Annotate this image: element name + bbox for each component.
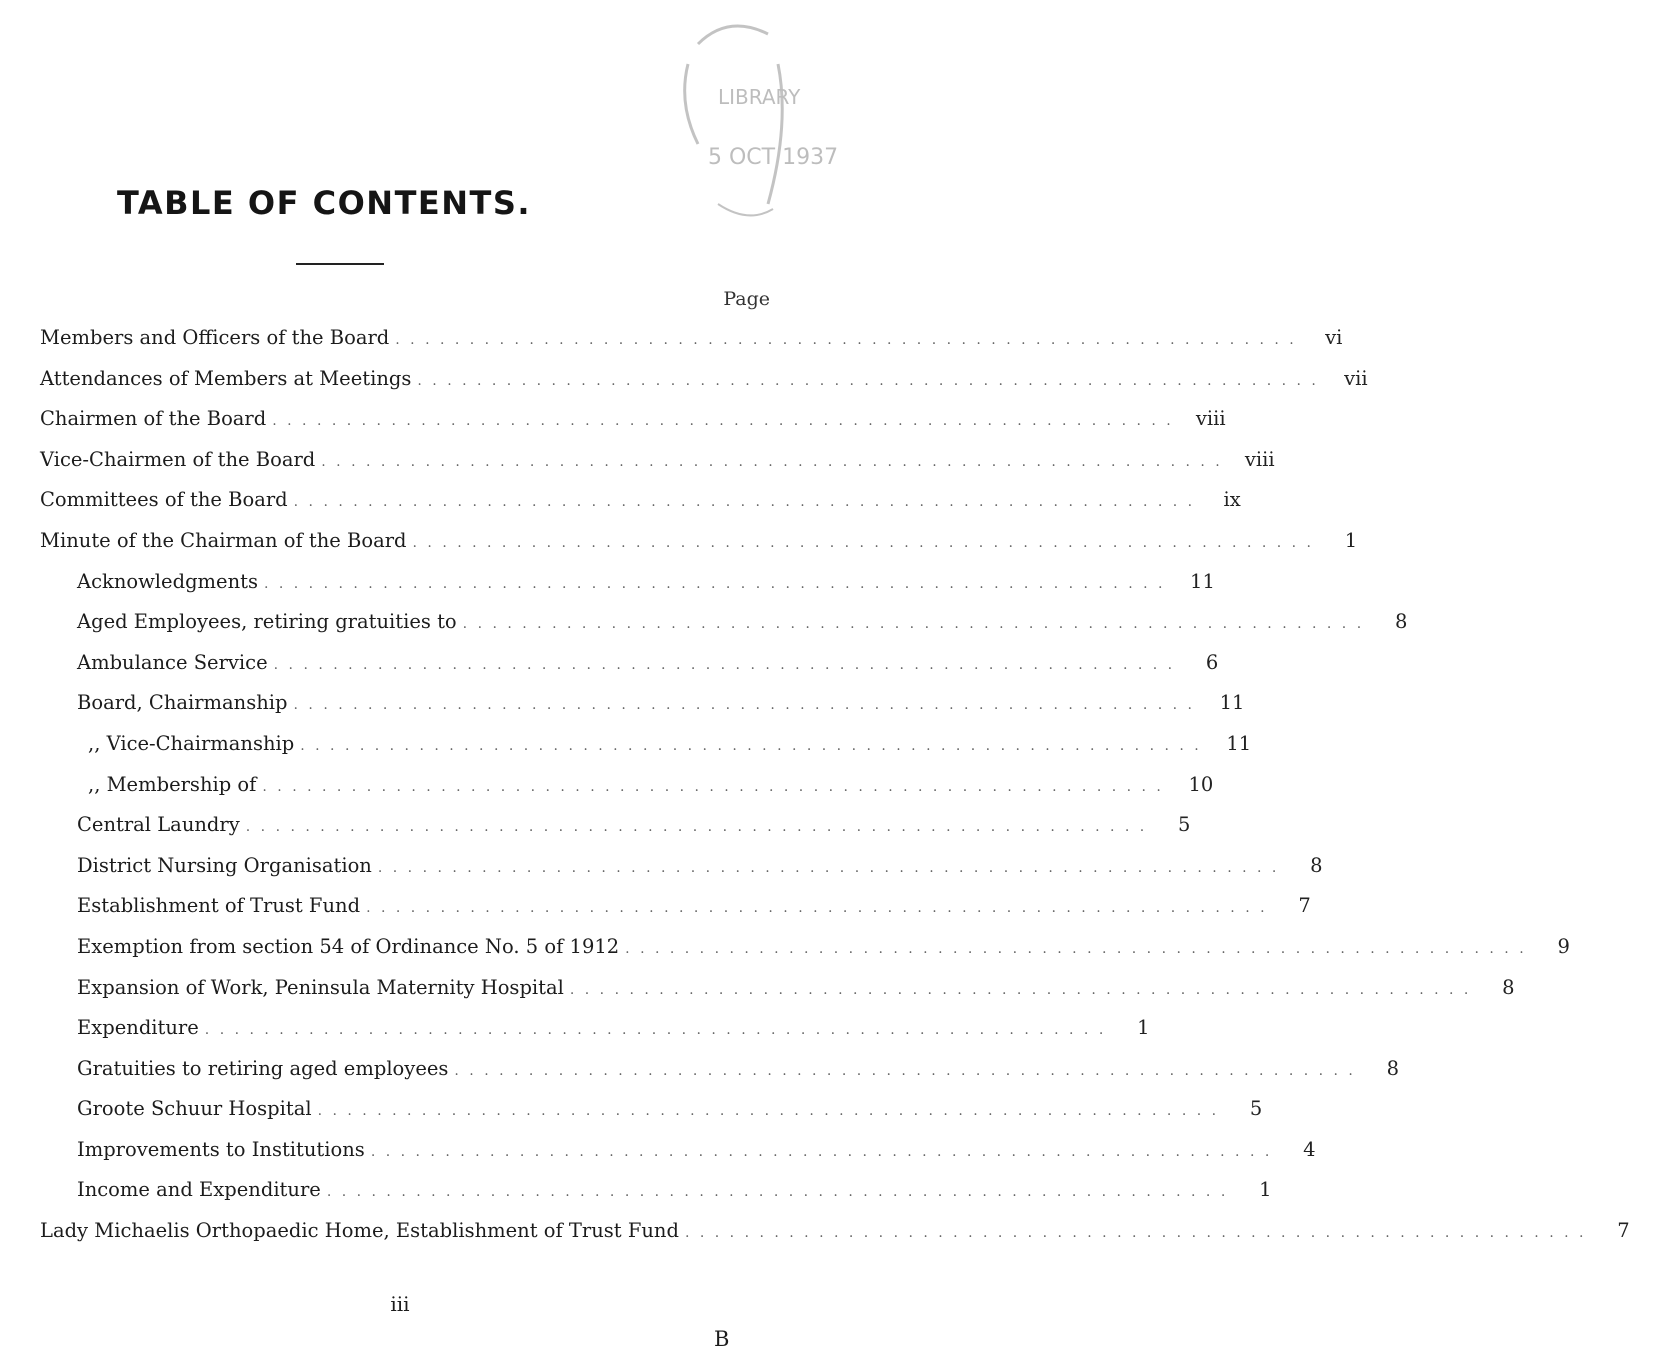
leader-dots: . . . . . . . . . . . . . . . . . . . . . . . . . . . . . . . . . . . . . . . . . . . . . . . . . . . . . . . . . . . . . [366, 900, 1268, 917]
toc-entry [40, 569, 1215, 611]
table-of-contents [40, 326, 1630, 1260]
toc-entry-page: 9 [1557, 934, 1570, 958]
library-stamp [658, 4, 839, 234]
toc-entry-page: 1 [1259, 1178, 1272, 1202]
page-column-header: Page [723, 288, 770, 310]
toc-entry-label: Improvements to Institutions [77, 1137, 365, 1161]
toc-entry-label: Gratuities to retiring aged employees [77, 1056, 449, 1080]
toc-entry-label: Chairmen of the Board [40, 407, 267, 431]
svg-text:LIBRARY: LIBRARY [718, 85, 801, 109]
toc-entry [40, 326, 1343, 367]
toc-entry-page: 10 [1188, 772, 1214, 796]
leader-dots: . . . . . . . . . . . . . . . . . . . . . . . . . . . . . . . . . . . . . . . . . . . . . . . . . . . . . . . . . . . . . [273, 656, 1176, 673]
toc-entry-label: Exemption from section 54 of Ordinance No. 5 of 1912 [77, 934, 620, 958]
toc-entry-page: vi [1325, 326, 1343, 349]
toc-entry [40, 650, 1219, 692]
toc-entry [40, 731, 1252, 773]
toc-entry [40, 1178, 1272, 1219]
leader-dots: . . . . . . . . . . . . . . . . . . . . . . . . . . . . . . . . . . . . . . . . . . . . . . . . . . . . . . . . . . . . . [245, 819, 1148, 836]
leader-dots: . . . . . . . . . . . . . . . . . . . . . . . . . . . . . . . . . . . . . . . . . . . . . . . . . . . . . . . . . . . . . [395, 332, 1297, 348]
leader-dots: . . . . . . . . . . . . . . . . . . . . . . . . . . . . . . . . . . . . . . . . . . . . . . . . . . . . . . . . . . . . . [569, 981, 1472, 998]
toc-entry-label: ,, Vice-Chairmanship [88, 731, 295, 755]
leader-dots: . . . . . . . . . . . . . . . . . . . . . . . . . . . . . . . . . . . . . . . . . . . . . . . . . . . . . . . . . . . . . [684, 1225, 1587, 1242]
toc-entry-label: Board, Chairmanship [77, 691, 288, 715]
leader-dots: . . . . . . . . . . . . . . . . . . . . . . . . . . . . . . . . . . . . . . . . . . . . . . . . . . . . . . . . . . . . . [454, 1062, 1356, 1079]
toc-entry-page: 8 [1386, 1056, 1400, 1080]
toc-entry [40, 853, 1323, 895]
toc-entry [40, 1097, 1263, 1138]
toc-entry-label: Establishment of Trust Fund [77, 894, 361, 918]
leader-dots: . . . . . . . . . . . . . . . . . . . . . . . . . . . . . . . . . . . . . . . . . . . . . . . . . . . . . . . . . . . . . [293, 494, 1196, 511]
leader-dots: . . . . . . . . . . . . . . . . . . . . . . . . . . . . . . . . . . . . . . . . . . . . . . . . . . . . . . . . . . . . . [293, 697, 1196, 714]
leader-dots: . . . . . . . . . . . . . . . . . . . . . . . . . . . . . . . . . . . . . . . . . . . . . . . . . . . . . . . . . . . . . [377, 859, 1280, 876]
signature-mark: B [714, 1327, 730, 1351]
toc-entry-label: Lady Michaelis Orthopaedic Home, Establishment of Trust Fund [40, 1219, 679, 1243]
toc-entry [40, 813, 1191, 854]
toc-entry-label: Members and Officers of the Board [40, 326, 390, 349]
toc-entry-page: viii [1195, 407, 1226, 431]
toc-entry [40, 610, 1408, 651]
toc-entry-label: Central Laundry [77, 813, 240, 837]
toc-entry-page: ix [1223, 488, 1241, 512]
toc-entry-page: 8 [1310, 853, 1323, 877]
leader-dots: . . . . . . . . . . . . . . . . . . . . . . . . . . . . . . . . . . . . . . . . . . . . . . . . . . . . . . . . . . . . . [272, 413, 1174, 430]
toc-entry-label: District Nursing Organisation [77, 853, 372, 877]
toc-entry [40, 447, 1275, 489]
toc-entry-label: Expenditure [77, 1016, 199, 1040]
toc-entry [40, 488, 1241, 529]
toc-entry-label: Aged Employees, retiring gratuities to [77, 610, 457, 634]
toc-entry [40, 366, 1368, 408]
toc-entry [40, 528, 1358, 570]
toc-entry [40, 975, 1515, 1017]
toc-entry-label: ,, Membership of [88, 772, 257, 796]
toc-entry-label: Committees of the Board [40, 488, 288, 512]
toc-entry-page: 6 [1205, 650, 1219, 674]
toc-entry-label: Minute of the Chairman of the Board [40, 528, 407, 552]
leader-dots: . . . . . . . . . . . . . . . . . . . . . . . . . . . . . . . . . . . . . . . . . . . . . . . . . . . . . . . . . . . . . [412, 534, 1314, 551]
toc-entry [40, 1056, 1400, 1098]
toc-entry-page: 4 [1303, 1137, 1316, 1161]
leader-dots: . . . . . . . . . . . . . . . . . . . . . . . . . . . . . . . . . . . . . . . . . . . . . . . . . . . . . . . . . . . . . [300, 737, 1202, 754]
title-divider [296, 263, 384, 265]
page-number: iii [390, 1292, 410, 1316]
toc-entry-page: 1 [1137, 1016, 1150, 1040]
toc-entry-page: 11 [1190, 569, 1215, 593]
toc-entry [40, 934, 1570, 976]
toc-entry-page: viii [1244, 447, 1275, 471]
leader-dots: . . . . . . . . . . . . . . . . . . . . . . . . . . . . . . . . . . . . . . . . . . . . . . . . . . . . . . . . . . . . . [317, 1103, 1220, 1120]
toc-entry-page: vii [1344, 366, 1368, 390]
leader-dots: . . . . . . . . . . . . . . . . . . . . . . . . . . . . . . . . . . . . . . . . . . . . . . . . . . . . . . . . . . . . . [262, 778, 1164, 795]
leader-dots: . . . . . . . . . . . . . . . . . . . . . . . . . . . . . . . . . . . . . . . . . . . . . . . . . . . . . . . . . . . . . [204, 1022, 1107, 1039]
svg-text:5 OCT 1937: 5 OCT 1937 [708, 145, 839, 170]
toc-entry-page: 1 [1344, 528, 1358, 552]
toc-entry [40, 691, 1245, 732]
toc-entry-page: 5 [1249, 1097, 1263, 1121]
toc-entry [40, 1137, 1316, 1179]
toc-entry-label: Groote Schuur Hospital [77, 1097, 312, 1121]
leader-dots: . . . . . . . . . . . . . . . . . . . . . . . . . . . . . . . . . . . . . . . . . . . . . . . . . . . . . . . . . . . . . [263, 575, 1166, 592]
toc-entry [40, 894, 1311, 935]
toc-entry-page: 11 [1219, 691, 1245, 715]
toc-entry [40, 772, 1214, 814]
toc-entry-page: 7 [1617, 1219, 1630, 1243]
toc-entry-page: 8 [1502, 975, 1515, 999]
toc-entry-label: Vice-Chairmen of the Board [40, 447, 316, 471]
toc-entry-page: 11 [1226, 731, 1252, 755]
toc-entry-label: Expansion of Work, Peninsula Maternity Hospital [77, 975, 564, 999]
toc-entry [40, 1016, 1150, 1057]
toc-entry-page: 7 [1298, 894, 1311, 918]
leader-dots: . . . . . . . . . . . . . . . . . . . . . . . . . . . . . . . . . . . . . . . . . . . . . . . . . . . . . . . . . . . . . [625, 940, 1527, 957]
leader-dots: . . . . . . . . . . . . . . . . . . . . . . . . . . . . . . . . . . . . . . . . . . . . . . . . . . . . . . . . . . . . . [326, 1184, 1229, 1201]
leader-dots: . . . . . . . . . . . . . . . . . . . . . . . . . . . . . . . . . . . . . . . . . . . . . . . . . . . . . . . . . . . . . [417, 372, 1319, 389]
toc-entry [40, 407, 1226, 448]
leader-dots: . . . . . . . . . . . . . . . . . . . . . . . . . . . . . . . . . . . . . . . . . . . . . . . . . . . . . . . . . . . . . [370, 1143, 1273, 1160]
toc-entry-page: 8 [1394, 610, 1408, 634]
leader-dots: . . . . . . . . . . . . . . . . . . . . . . . . . . . . . . . . . . . . . . . . . . . . . . . . . . . . . . . . . . . . . [462, 616, 1365, 633]
page-title: TABLE OF CONTENTS. [117, 184, 532, 222]
toc-entry-page: 5 [1178, 813, 1191, 837]
leader-dots: . . . . . . . . . . . . . . . . . . . . . . . . . . . . . . . . . . . . . . . . . . . . . . . . . . . . . . . . . . . . . [321, 453, 1223, 470]
toc-entry-label: Ambulance Service [77, 650, 268, 674]
toc-entry [40, 1219, 1630, 1260]
toc-entry-label: Acknowledgments [77, 569, 258, 593]
toc-entry-label: Income and Expenditure [77, 1178, 321, 1202]
toc-entry-label: Attendances of Members at Meetings [40, 366, 412, 390]
